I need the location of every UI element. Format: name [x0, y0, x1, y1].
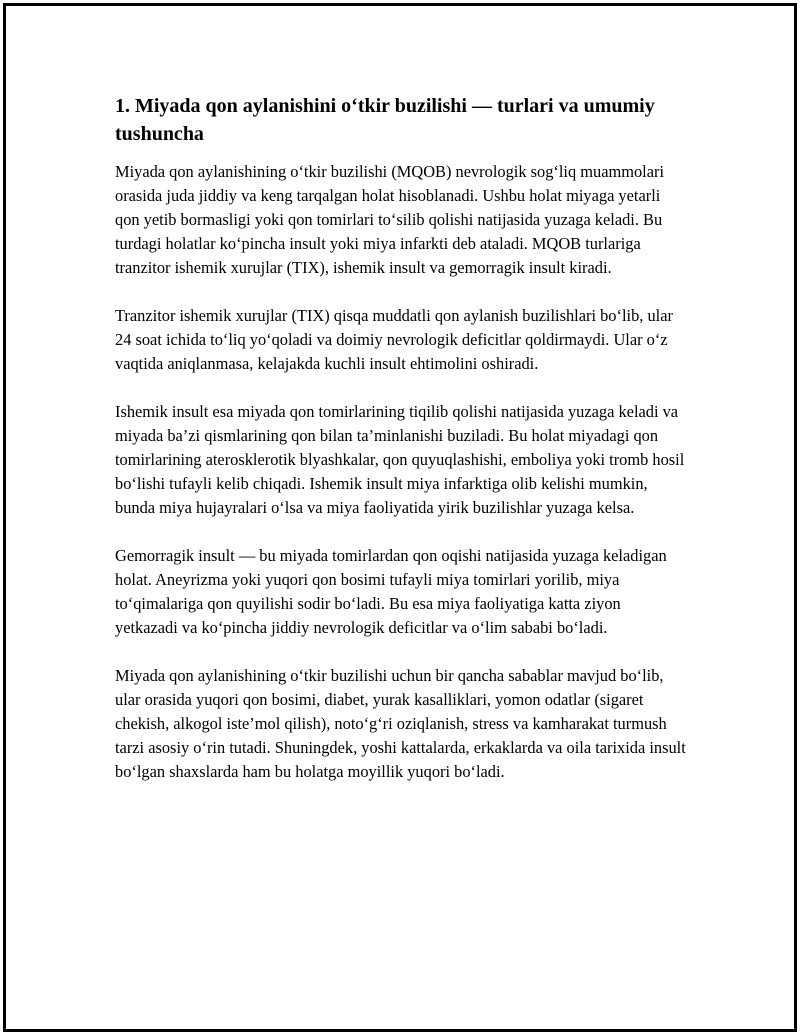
paragraph-hemorrhagic-stroke: Gemorragik insult — bu miyada tomirlardan qon oqishi natijasida yuzaga keladigan holat. Aneyrizma yoki yuqori qon bosimi tufayli miya tomirlari yorilib, miya to‘qimalariga qon quyilishi sodir bo‘ladi. Bu esa miya faoliyatiga katta ziyon yetkazadi va ko‘pincha jiddiy nevrologik deficitlar va o‘lim sababi bo‘ladi.: [115, 546, 667, 637]
paragraph-risk-factors: Miyada qon aylanishining o‘tkir buzilishi uchun bir qancha sabablar mavjud bo‘lib, ular orasida yuqori qon bosimi, diabet, yurak kasalliklari, yomon odatlar (sigaret chekish, alkogol iste’mol qilish), noto‘g‘ri oziqlanish, stress va kamharakat turmush tarzi asosiy o‘rin tutadi. Shuningdek, yoshi kattalarda, erkaklarda va oila tarixida insult bo‘lgan shaxslarda ham bu holatga moyillik yuqori bo‘ladi.: [115, 666, 686, 781]
document-body: [115, 92, 687, 808]
paragraph-tix: Tranzitor ishemik xurujlar (TIX) qisqa muddatli qon aylanish buzilishlari bo‘lib, ular 24 soat ichida to‘liq yo‘qoladi va doimiy nevrologik deficitlar qoldirmaydi. Ular o‘z vaqtida aniqlanmasa, kelajakda kuchli insult ehtimolini oshiradi.: [115, 306, 673, 373]
section-heading: 1. Miyada qon aylanishini o‘tkir buzilishi — turlari va umumiy tushuncha: [115, 95, 655, 145]
paragraph-ischemic-stroke: Ishemik insult esa miyada qon tomirlarining tiqilib qolishi natijasida yuzaga keladi va miyada ba’zi qismlarining qon bilan ta’minlanishi buziladi. Bu holat miyadagi qon tomirlarining aterosklerotik blyashkalar, qon quyuqlashishi, emboliya yoki tromb hosil bo‘lishi tufayli kelib chiqadi. Ishemik insult miya infarktiga olib kelishi mumkin, bunda miya hujayralari o‘lsa va miya faoliyatida yirik buzilishlar yuzaga kelsa.: [115, 402, 685, 517]
paragraph-mqob-intro: Miyada qon aylanishining o‘tkir buzilishi (MQOB) nevrologik sog‘liq muammolari orasida juda jiddiy va keng tarqalgan holat hisoblanadi. Ushbu holat miyaga yetarli qon yetib bormasligi yoki qon tomirlari to‘silib qolishi natijasida yuzaga keladi. Bu turdagi holatlar ko‘pincha insult yoki miya infarkti deb ataladi. MQOB turlariga tranzitor ishemik xurujlar (TIX), ishemik insult va gemorragik insult kiradi.: [115, 162, 665, 277]
